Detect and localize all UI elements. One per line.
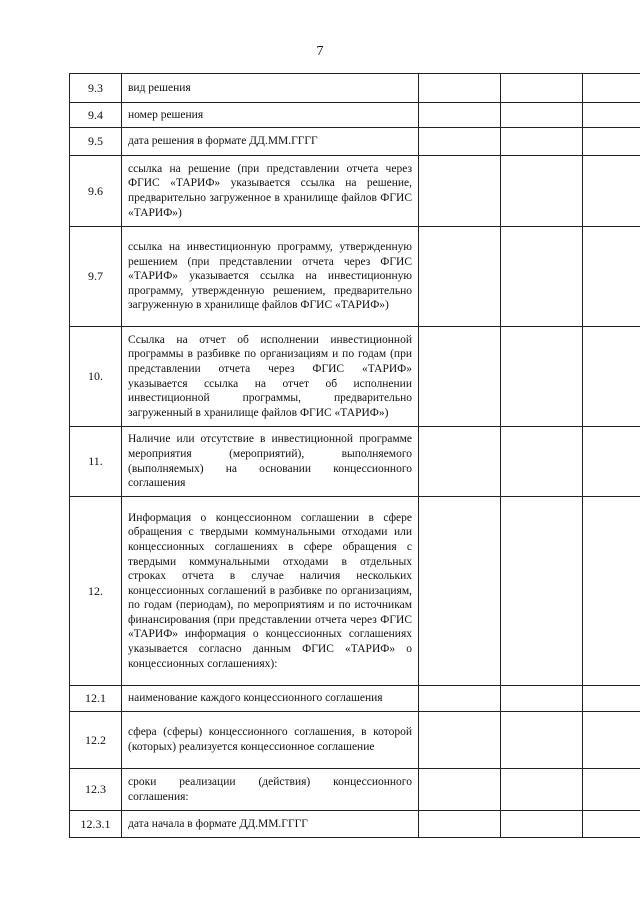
row-description: вид решения [122,74,419,103]
row-number: 12.3 [70,769,122,811]
row-description: номер решения [122,103,419,128]
value-cell [501,128,583,156]
value-cell [419,156,501,227]
row-description: дата решения в формате ДД.ММ.ГГГГ [122,128,419,156]
row-number: 12.2 [70,712,122,769]
value-cell [583,327,640,427]
row-description: Ссылка на отчет об исполнении инвестиционной программы в разбивке по организациям и по годам (при представлении отчета через ФГИС «ТАРИФ» указывается ссылка на отчет об исполнении инвестиционной программы, предварительно загруженный в хранилище файлов ФГИС «ТАРИФ») [122,327,419,427]
table-row [70,227,640,327]
value-cell [583,74,640,103]
table-row [70,427,640,497]
value-cell [501,156,583,227]
value-cell [583,128,640,156]
row-description: ссылка на инвестиционную программу, утвержденную решением (при представлении отчета через ФГИС «ТАРИФ» указывается ссылка на инвестиционную программу, утвержденную решением, предварительно загруженную в хранилище файлов ФГИС «ТАРИФ») [122,227,419,327]
value-cell [419,811,501,838]
value-cell [501,497,583,686]
row-description: Информация о концессионном соглашении в сфере обращения с твердыми коммунальными отходами или концессионных соглашениях в сфере обращения с твердыми коммунальными отходами в отдельных строках отчета в случае наличия нескольких концессионных соглашений в разбивке по организациям, по годам (периодам), по мероприятиям и по источникам финансирования (при представлении отчета через ФГИС «ТАРИФ» информация о концессионных соглашениях указывается согласно данным ФГИС «ТАРИФ» о концессионных соглашениях): [122,497,419,686]
row-number: 9.7 [70,227,122,327]
value-cell [419,686,501,712]
value-cell [501,74,583,103]
row-description: наименование каждого концессионного соглашения [122,686,419,712]
value-cell [583,156,640,227]
table-row [70,327,640,427]
row-number: 9.5 [70,128,122,156]
row-number: 9.6 [70,156,122,227]
value-cell [501,227,583,327]
row-number: 9.4 [70,103,122,128]
row-description: дата начала в формате ДД.ММ.ГГГГ [122,811,419,838]
row-description: Наличие или отсутствие в инвестиционной программе мероприятия (мероприятий), выполняемого (выполняемых) на основании концессионного соглашения [122,427,419,497]
value-cell [501,103,583,128]
row-description: сроки реализации (действия) концессионного соглашения: [122,769,419,811]
table-row [70,128,640,156]
value-cell [501,327,583,427]
value-cell [419,74,501,103]
value-cell [583,769,640,811]
row-number: 12.1 [70,686,122,712]
row-number: 9.3 [70,74,122,103]
report-table [69,73,640,838]
value-cell [583,227,640,327]
page-number: 7 [316,44,324,59]
row-number: 11. [70,427,122,497]
value-cell [501,686,583,712]
table-row [70,811,640,838]
value-cell [419,128,501,156]
value-cell [501,811,583,838]
table-row [70,156,640,227]
value-cell [583,811,640,838]
value-cell [501,427,583,497]
value-cell [419,227,501,327]
value-cell [501,712,583,769]
table-row [70,686,640,712]
row-description: ссылка на решение (при представлении отчета через ФГИС «ТАРИФ» указывается ссылка на решение, предварительно загруженное в хранилище файлов ФГИС «ТАРИФ») [122,156,419,227]
value-cell [583,686,640,712]
table-row [70,769,640,811]
table-row [70,103,640,128]
value-cell [419,769,501,811]
row-number: 12.3.1 [70,811,122,838]
value-cell [583,497,640,686]
value-cell [419,427,501,497]
value-cell [419,103,501,128]
value-cell [419,712,501,769]
value-cell [583,427,640,497]
value-cell [583,103,640,128]
value-cell [419,497,501,686]
row-number: 10. [70,327,122,427]
table-row [70,497,640,686]
table-row [70,74,640,103]
value-cell [501,769,583,811]
table-row [70,712,640,769]
value-cell [419,327,501,427]
row-description: сфера (сферы) концессионного соглашения, в которой (которых) реализуется концессионное соглашение [122,712,419,769]
value-cell [583,712,640,769]
row-number: 12. [70,497,122,686]
